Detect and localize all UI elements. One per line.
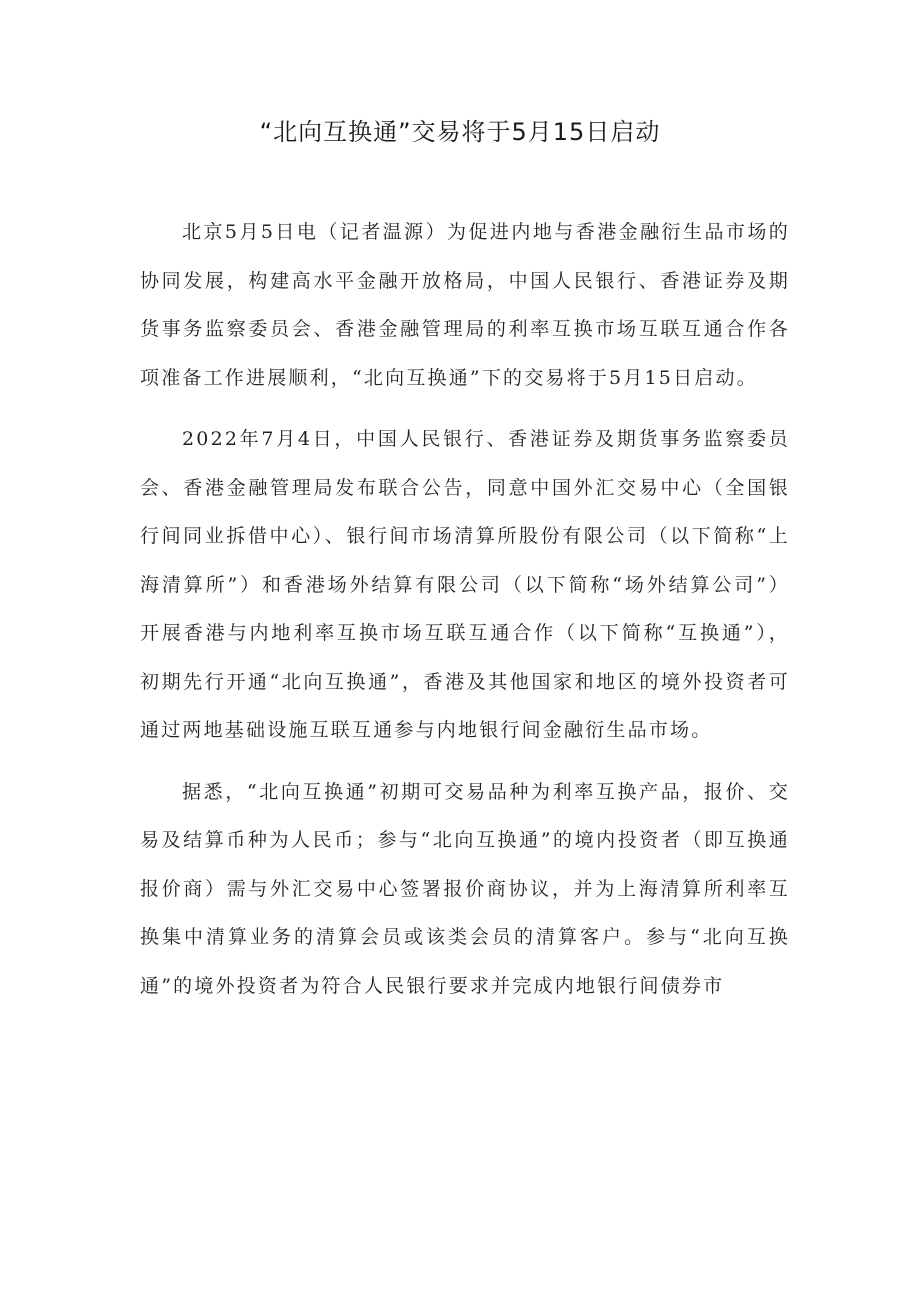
paragraph-3: 据悉，“北向互换通”初期可交易品种为利率互换产品，报价、交易及结算币种为人民币；参与“北向互换通”的境内投资者（即互换通报价商）需与外汇交易中心签署报价商协议，并为上海清算所利率互换集中清算业务的清算会员或该类会员的清算客户。参与“北向互换通”的境外投资者为符合人民银行要求并完成内地银行间债券市 [140,780,790,997]
article-body [140,208,790,1023]
paragraph-2: 2022年7月4日，中国人民银行、香港证券及期货事务监察委员会、香港金融管理局发布联合公告，同意中国外汇交易中心（全国银行间同业拆借中心）、银行间市场清算所股份有限公司（以下简称“上海清算所”）和香港场外结算有限公司（以下简称“场外结算公司”）开展香港与内地利率互换市场互联互通合作（以下简称“互换通”），初期先行开通“北向互换通”，香港及其他国家和地区的境外投资者可通过两地基础设施互联互通参与内地银行间金融衍生品市场。 [140,428,790,741]
article-title: “北向互换通”交易将于5月15日启动 [259,118,661,146]
paragraph-1: 北京5月5日电（记者温源）为促进内地与香港金融衍生品市场的协同发展，构建高水平金融开放格局，中国人民银行、香港证券及期货事务监察委员会、香港金融管理局的利率互换市场互联互通合作各项准备工作进展顺利，“北向互换通”下的交易将于5月15日启动。 [140,221,790,389]
